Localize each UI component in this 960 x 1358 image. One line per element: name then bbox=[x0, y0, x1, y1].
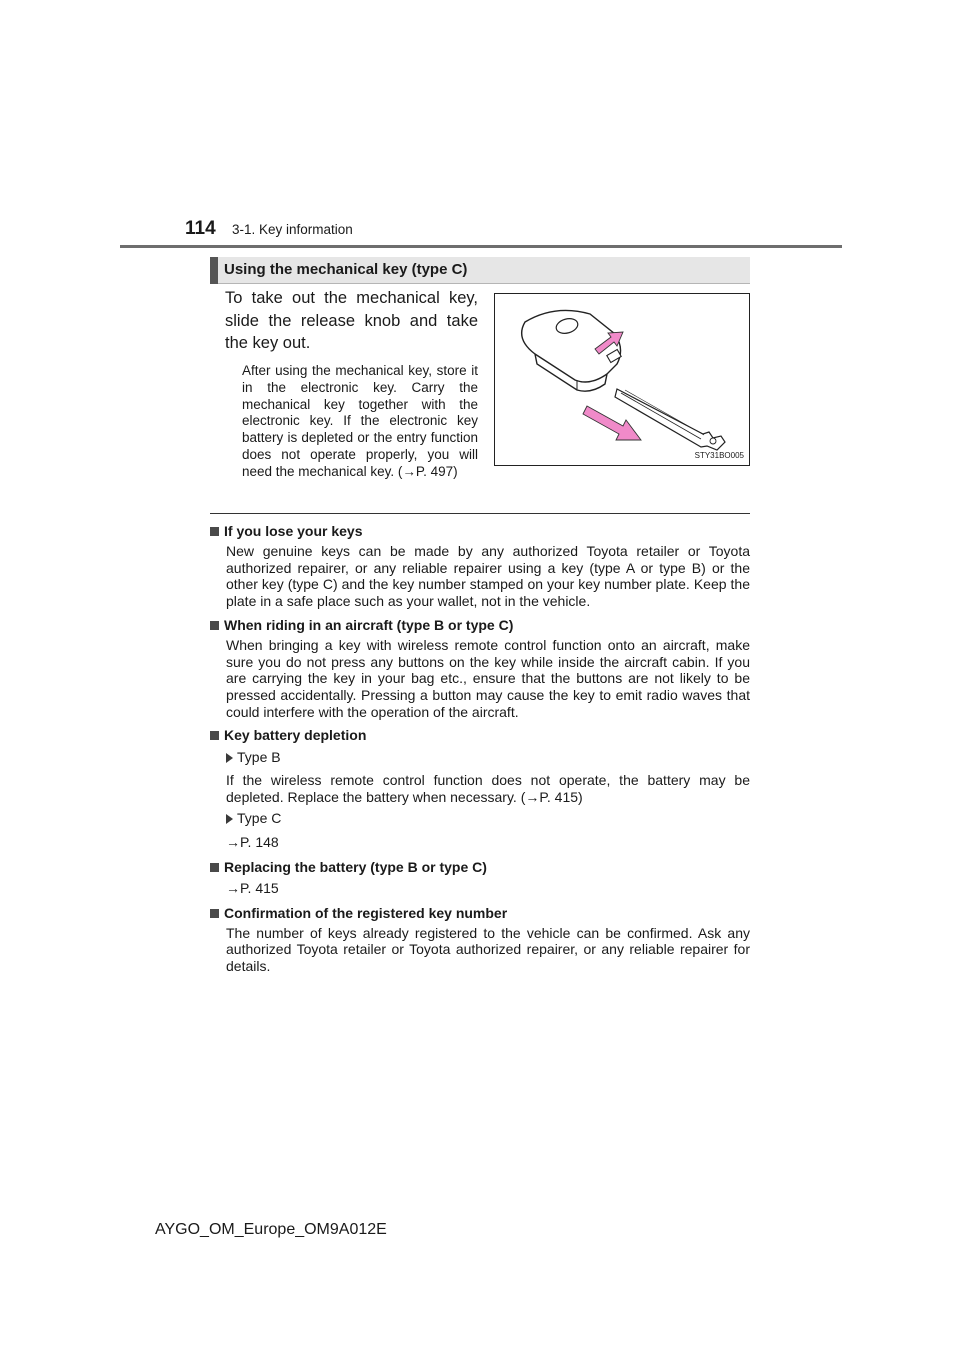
replace-battery-ref-link[interactable]: →P. 415 bbox=[226, 879, 279, 896]
key-drawing bbox=[495, 294, 750, 466]
intro-note: After using the mechanical key, store it in the electronic key. Carry the mechanical key together with the electronic key. If the electronic key battery is depleted or the entry function does not operate properly, you will need the mechanical key. (→P. 497) bbox=[242, 363, 478, 479]
note-title: Replacing the battery (type B or type C) bbox=[224, 858, 487, 875]
note-title: When riding in an aircraft (type B or type C) bbox=[224, 616, 514, 633]
type-c-label: Type C bbox=[237, 809, 282, 826]
square-bullet-icon bbox=[210, 621, 219, 630]
type-b-body: If the wireless remote control function does not operate, the battery may be depleted. Replace the battery when necessary. (→P. 415) bbox=[226, 772, 750, 806]
note-title: Confirmation of the registered key number bbox=[224, 904, 508, 921]
square-bullet-icon bbox=[210, 731, 219, 740]
square-bullet-icon bbox=[210, 909, 219, 918]
note-key-number bbox=[210, 904, 750, 975]
note-lost-keys bbox=[210, 522, 750, 610]
triangle-bullet-icon bbox=[226, 753, 233, 763]
note-body: New genuine keys can be made by any authorized Toyota retailer or Toyota authorized repairer, or any reliable repairer using a key (type A or type B) or the other key (type C) and the key number stamped on your key number plate. Keep the plate in a safe place such as your wallet, not in the vehicle. bbox=[226, 543, 750, 610]
heading-text: Using the mechanical key (type C) bbox=[224, 261, 468, 278]
figure-code: STY31BO005 bbox=[694, 451, 744, 460]
square-bullet-icon bbox=[210, 863, 219, 872]
section-heading bbox=[210, 257, 750, 284]
note-title: If you lose your keys bbox=[224, 523, 363, 539]
type-c-ref-link[interactable]: →P. 148 bbox=[226, 833, 279, 850]
note-body: When bringing a key with wireless remote control function onto an aircraft, make sure you do not press any buttons on the key while inside the aircraft cabin. If you are carrying the key in your bag etc., ensure that the buttons are not likely to be pressed accidentally. Pressing a button may cause the key to emit radio waves that could interfere with the operation of the aircraft. bbox=[226, 636, 750, 720]
page-number: 114 bbox=[185, 218, 216, 239]
note-aircraft bbox=[210, 616, 750, 721]
header-divider bbox=[120, 245, 842, 248]
note-replacing-battery bbox=[210, 858, 750, 898]
section-title: 3-1. Key information bbox=[232, 222, 353, 237]
heading-accent-bar bbox=[210, 257, 218, 284]
type-b-label: Type B bbox=[237, 749, 281, 766]
section-separator bbox=[210, 513, 750, 514]
intro-instruction: To take out the mechanical key, slide the release knob and take the key out. bbox=[225, 289, 478, 352]
footer-doc-code: AYGO_OM_Europe_OM9A012E bbox=[155, 1221, 387, 1238]
note-battery-depletion bbox=[210, 726, 750, 851]
note-body: The number of keys already registered to the vehicle can be confirmed. Ask any authorized Toyota retailer or Toyota authorized repairer, or any reliable repairer for details. bbox=[226, 924, 750, 975]
key-illustration bbox=[494, 293, 750, 466]
triangle-bullet-icon bbox=[226, 814, 233, 824]
square-bullet-icon bbox=[210, 527, 219, 536]
note-title: Key battery depletion bbox=[224, 727, 367, 744]
notes-section bbox=[210, 522, 750, 981]
